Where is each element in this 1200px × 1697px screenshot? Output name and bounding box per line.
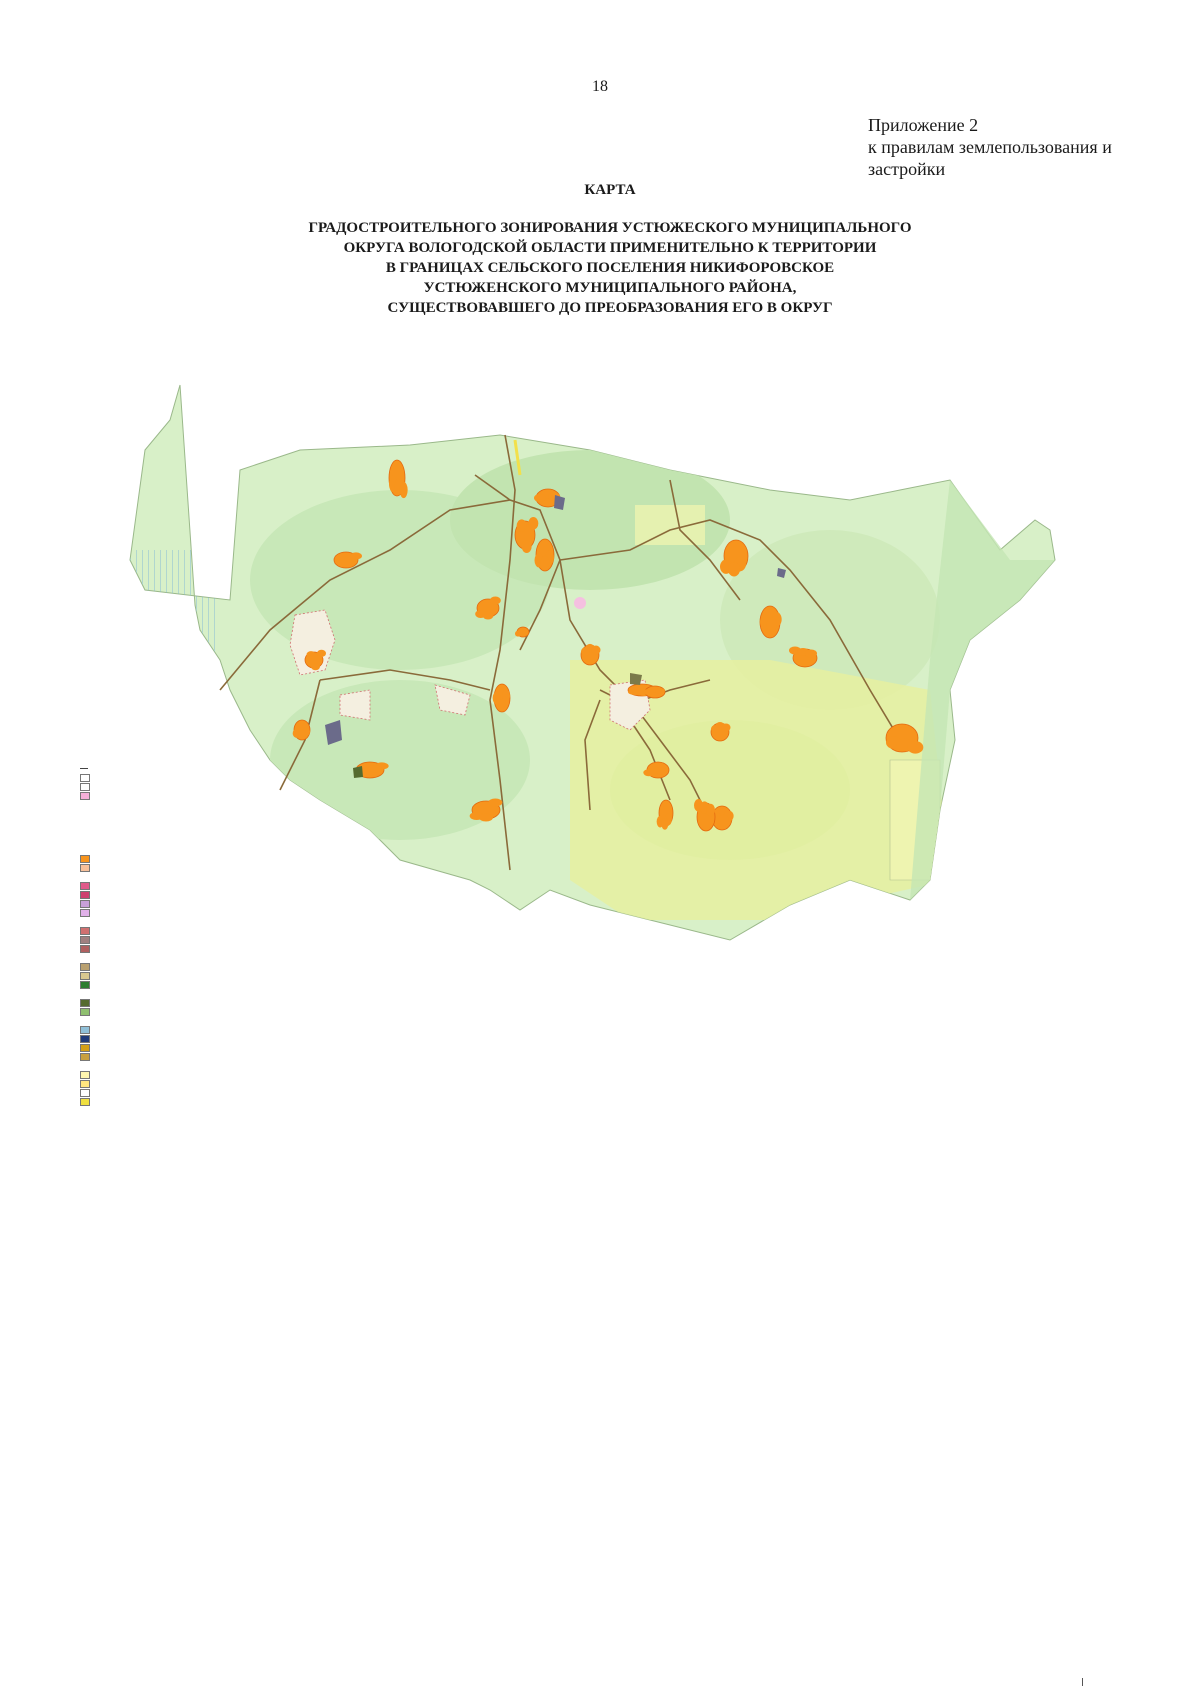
legend-swatch bbox=[80, 882, 90, 890]
legend-swatch bbox=[80, 768, 88, 769]
legend-row bbox=[80, 971, 240, 980]
legend-swatch bbox=[80, 1053, 90, 1061]
legend-row bbox=[80, 1079, 240, 1088]
legend-swatch bbox=[80, 909, 90, 917]
legend-swatch bbox=[80, 819, 88, 825]
legend-row bbox=[80, 890, 240, 899]
legend-swatch bbox=[80, 837, 88, 843]
legend-swatch bbox=[80, 891, 90, 899]
legend-row bbox=[80, 935, 240, 944]
legend-swatch bbox=[80, 927, 90, 935]
map-title-line-5: СУЩЕСТВОВАВШЕГО ДО ПРЕОБРАЗОВАНИЯ ЕГО В ОКРУГ bbox=[387, 300, 833, 316]
legend-swatch bbox=[80, 999, 90, 1007]
appendix-line-3: застройки bbox=[868, 159, 946, 179]
map-title-line-3: В ГРАНИЦАХ СЕЛЬСКОГО ПОСЕЛЕНИЯ НИКИФОРОВСКОЕ bbox=[385, 260, 835, 276]
legend-row bbox=[80, 845, 240, 854]
legend-swatch bbox=[80, 864, 90, 872]
legend-swatch bbox=[80, 1071, 90, 1079]
legend-swatch bbox=[80, 1089, 90, 1097]
legend-row bbox=[80, 899, 240, 908]
map-title-line-4: УСТЮЖЕНСКОГО МУНИЦИПАЛЬНОГО РАЙОНА, bbox=[423, 280, 797, 296]
map-title-line-1: ГРАДОСТРОИТЕЛЬНОГО ЗОНИРОВАНИЯ УСТЮЖЕСКОГО МУНИЦИПАЛЬНОГО bbox=[308, 220, 912, 236]
legend-row bbox=[80, 944, 240, 953]
legend-row bbox=[80, 1061, 240, 1070]
legend-row bbox=[80, 908, 240, 917]
legend-row bbox=[80, 854, 240, 863]
legend-row bbox=[80, 1052, 240, 1061]
legend-swatch bbox=[80, 801, 88, 807]
legend-swatch bbox=[80, 1035, 90, 1043]
map-legend bbox=[80, 755, 240, 1095]
page-number: 18 bbox=[592, 78, 608, 95]
legend-swatch bbox=[80, 1098, 90, 1106]
legend-swatch bbox=[80, 1044, 90, 1052]
legend-row bbox=[80, 1070, 240, 1079]
legend-swatch bbox=[80, 774, 90, 782]
legend-row bbox=[80, 1097, 240, 1106]
legend-row bbox=[80, 1025, 240, 1034]
legend-row bbox=[80, 827, 240, 836]
legend-row bbox=[80, 1007, 240, 1016]
legend-swatch bbox=[80, 972, 90, 980]
legend-row bbox=[80, 836, 240, 845]
legend-row bbox=[80, 773, 240, 782]
appendix-line-1: Приложение 2 bbox=[868, 115, 979, 135]
legend-row bbox=[80, 989, 240, 998]
legend-row bbox=[80, 809, 240, 818]
legend-row bbox=[80, 953, 240, 962]
legend-row bbox=[80, 1016, 240, 1025]
page-edge-mark bbox=[1082, 1678, 1083, 1686]
legend-swatch bbox=[80, 900, 90, 908]
legend-row bbox=[80, 1034, 240, 1043]
legend-row bbox=[80, 791, 240, 800]
map-title-line-2: ОКРУГА ВОЛОГОДСКОЙ ОБЛАСТИ ПРИМЕНИТЕЛЬНО К ТЕРРИТОРИИ bbox=[343, 240, 877, 256]
legend-row bbox=[80, 998, 240, 1007]
legend-swatch bbox=[80, 810, 88, 816]
legend-row bbox=[80, 926, 240, 935]
legend-swatch bbox=[80, 936, 90, 944]
appendix-note bbox=[868, 114, 1168, 180]
legend-row bbox=[80, 872, 240, 881]
legend-row bbox=[80, 1088, 240, 1097]
legend-swatch bbox=[80, 828, 88, 834]
legend-swatch bbox=[80, 1080, 90, 1088]
legend-swatch bbox=[80, 981, 90, 989]
legend-row bbox=[80, 881, 240, 890]
legend-swatch bbox=[80, 1026, 90, 1034]
legend-swatch bbox=[80, 1008, 90, 1016]
legend-row bbox=[80, 818, 240, 827]
legend-row bbox=[80, 764, 240, 773]
legend-swatch bbox=[80, 963, 90, 971]
legend-swatch bbox=[80, 792, 90, 800]
legend-row bbox=[80, 962, 240, 971]
legend-row bbox=[80, 755, 240, 764]
appendix-line-2: к правилам землепользования и bbox=[868, 137, 1112, 157]
legend-swatch bbox=[80, 783, 90, 791]
legend-row bbox=[80, 980, 240, 989]
map-title bbox=[0, 180, 1200, 318]
legend-row bbox=[80, 1043, 240, 1052]
legend-swatch bbox=[80, 855, 90, 863]
legend-swatch bbox=[80, 945, 90, 953]
legend-row bbox=[80, 782, 240, 791]
legend-row bbox=[80, 917, 240, 926]
legend-row bbox=[80, 863, 240, 872]
map-heading: КАРТА bbox=[584, 182, 636, 198]
legend-row bbox=[80, 800, 240, 809]
